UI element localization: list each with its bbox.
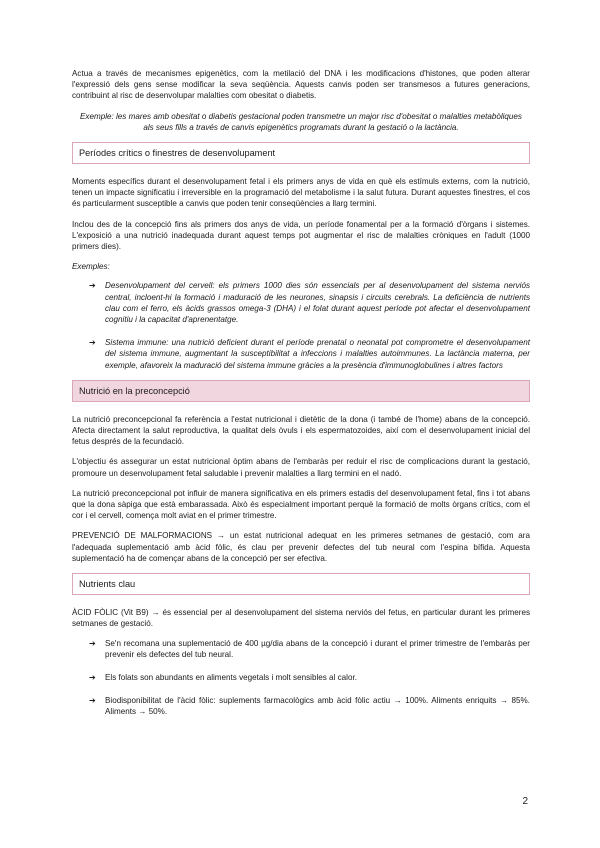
arrow-icon: ➔ — [89, 638, 96, 648]
arrow-icon: ➔ — [89, 338, 96, 348]
preconception-paragraph-1: La nutrició preconcepcional fa referència a l'estat nutricional i dietètic de la dona (i també de l'home) abans de la concepció. Afecta directament la salut reproductiva, la qualitat dels òvuls i els espermatozoides, així com el desenvolupament inicial del fetus després de la fecundació. — [72, 414, 530, 447]
list-item: ➔ Sistema immune: una nutrició deficient durant el període prenatal o neonatal pot comprometre el desenvolupament del sistema immune, augmentant la susceptibilitat a infeccions i malalties autoimmunes. La lactància materna, per exemple, afavoreix la maduració del sistema immune gràcies a la presència d'immunoglobulines i altres factors — [89, 338, 530, 370]
arrow-icon: ➔ — [89, 696, 96, 706]
critical-periods-paragraph-1: Moments específics durant el desenvolupament fetal i els primers anys de vida en què els estímuls externs, com la nutrició, tenen un impacte significatiu i irreversible en la programació del metabolisme i la salut futura. Durant aquestes finestres, el cos és particularment susceptible a canvis que poden tenir conseqüències a llarg termini. — [72, 177, 530, 209]
examples-label: Exemples: — [72, 262, 110, 272]
document-page — [72, 68, 530, 718]
preconception-paragraph-3: La nutrició preconcepcional pot influir de manera significativa en els primers estadis del desenvolupament fetal, fins i tot abans que la dona sàpiga que està embarassada. Això és especialment important perquè la formació de molts òrgans crítics, com el cor i el cervell, comença molt aviat en el primer trimestre. — [72, 488, 530, 521]
section-heading-critical-periods: Períodes crítics o finestres de desenvolupament — [72, 142, 530, 164]
critical-periods-paragraph-2: Inclou des de la concepció fins als primers dos anys de vida, un període fonamental per a la formació d'òrgans i sistemes. L'exposició a una nutrició inadequada durant aquest temps pot augmentar el risc de malalties cròniques en l'adult (1000 primers dies). — [72, 219, 530, 252]
preconception-paragraph-2: L'objectiu és assegurar un estat nutricional òptim abans de l'embaràs per reduir el risc de complicacions durant la gestació, promoure un desenvolupament fetal saludable i prevenir malalties a llarg termini en el nadó. — [72, 457, 530, 478]
list-item: ➔ Els folats son abundants en aliments vegetals i molt sensibles al calor. — [89, 672, 357, 682]
folic-acid-paragraph: ÀCID FÒLIC (Vit B9) → és essencial per al desenvolupament del sistema nerviós del fetus, en particular durant les primeres setmanes de gestació. — [72, 608, 530, 629]
page-number: 2 — [522, 796, 528, 807]
arrow-icon: ➔ — [89, 281, 96, 291]
list-item: ➔ Biodisponibilitat de l'àcid fòlic: suplements farmacològics amb àcid fòlic actiu → 100%. Aliments enriquits → 85%. Aliments → 50%. — [89, 696, 530, 717]
malformations-paragraph: PREVENCIÓ DE MALFORMACIONS → un estat nutricional adequat en les primeres setmanes de gestació, com ara l'adequada suplementació amb àcid fòlic, és clau per prevenir defectes del tub neural com l'espina bífida. Aquesta suplementació ha de començar abans de la concepció per ser efectiva. — [72, 531, 530, 563]
examples-list — [72, 280, 530, 370]
arrow-icon: ➔ — [89, 672, 96, 682]
section-heading-preconception: Nutrició en la preconcepció — [72, 380, 530, 402]
folic-acid-list — [72, 638, 530, 718]
intro-example: Exemple: les mares amb obesitat o diabetis gestacional poden transmetre un major risc d'obesitat o malalties metabòliques als seus fills a través de canvis epigenètics programats durant la gestació o la lactància. — [80, 111, 522, 132]
list-item: ➔ Desenvolupament del cervell: els primers 1000 dies són essencials per al desenvolupament del sistema nerviós central, incloent-hi la formació i maduració de les neurones, sinapsis i circuits cerebrals. La deficiència de nutrients clau com el ferro, els àcids grassos omega-3 (DHA) i el folat durant aquest període pot afectar el desenvolupament cognitiu i la capacitat d'aprenentatge. — [89, 281, 530, 325]
list-item: ➔ Se'n recomana una suplementació de 400 µg/dia abans de la concepció i durant el primer trimestre de l'embaràs per prevenir els defectes del tub neural. — [89, 638, 530, 659]
intro-paragraph: Actua a través de mecanismes epigenètics, com la metilació del DNA i les modificacions d'histones, que poden alterar l'expressió dels gens sense modificar la seva seqüència. Aquests canvis poden ser transmesos a futures generacions, contribuint al risc de desenvolupar malalties com obesitat o diabetis. — [72, 69, 530, 101]
section-heading-key-nutrients: Nutrients clau — [72, 573, 530, 595]
